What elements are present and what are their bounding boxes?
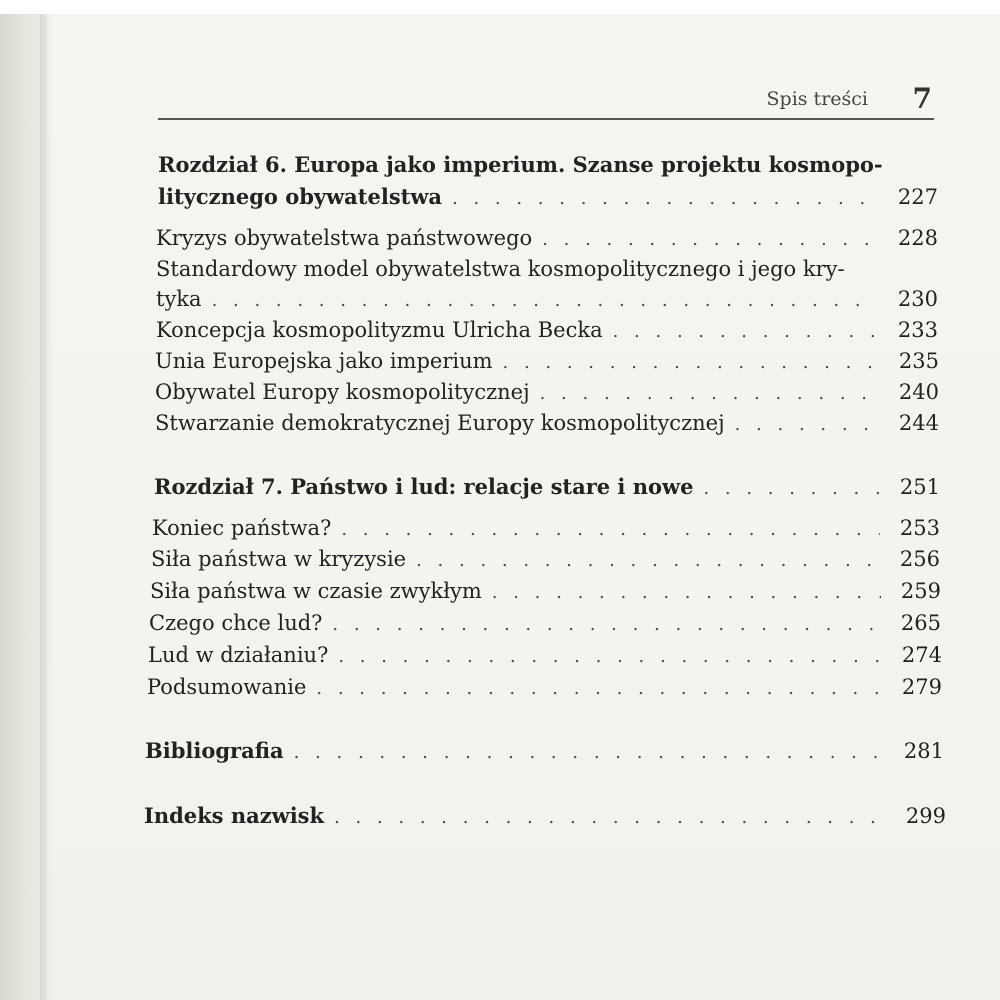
- toc-entry-title: Podsumowanie: [147, 675, 307, 699]
- toc-entry-title: Kryzys obywatelstwa państwowego: [156, 226, 533, 250]
- toc-entry[interactable]: [155, 349, 939, 379]
- dot-leader: [341, 519, 880, 540]
- toc-entry[interactable]: [152, 516, 940, 546]
- toc-page-number: 244: [898, 411, 939, 435]
- toc-entry[interactable]: [155, 380, 939, 410]
- toc-entry-title: Siła państwa w czasie zwykłym: [150, 579, 482, 603]
- toc-page-number: 274: [901, 643, 942, 667]
- header-rule: [158, 118, 934, 120]
- toc-entry-title: Lud w działaniu?: [148, 643, 329, 667]
- toc-entry-index[interactable]: [144, 803, 946, 833]
- toc-entry[interactable]: [155, 411, 939, 441]
- bibliography-title: Bibliografia: [145, 738, 284, 763]
- toc-entry-title-line-1: [156, 257, 938, 287]
- toc-entry-title-second-line: tyka: [156, 287, 202, 311]
- dot-leader: [416, 550, 880, 571]
- toc-entry[interactable]: [156, 287, 938, 317]
- toc-entry-title-first-line: Standardowy model obywatelstwa kosmopolitycznego i jego kry-: [156, 257, 845, 281]
- toc-entry[interactable]: [156, 318, 938, 348]
- toc-page-number: 227: [897, 185, 938, 209]
- page-number: 7: [912, 82, 932, 115]
- dot-leader: [542, 229, 878, 250]
- top-edge: [0, 0, 1000, 14]
- chapter-7-title: Rozdział 7. Państwo i lud: relacje stare i nowe: [154, 474, 694, 499]
- running-title: Spis treści: [766, 88, 868, 110]
- index-title: Indeks nazwisk: [144, 803, 325, 828]
- dot-leader: [332, 614, 881, 635]
- dot-leader: [338, 646, 882, 667]
- toc-entry-title: Koncepcja kosmopolityzmu Ulricha Becka: [156, 318, 603, 342]
- dot-leader: [503, 352, 879, 373]
- running-header: [0, 82, 1000, 122]
- toc-entry-title: Czego chce lud?: [149, 611, 323, 635]
- toc-entry-title: Siła państwa w kryzysie: [151, 547, 407, 571]
- toc-entry-title: Koniec państwa?: [152, 516, 332, 540]
- toc-page-number: 279: [901, 675, 942, 699]
- dot-leader: [212, 290, 878, 311]
- toc-page-number: 228: [897, 226, 938, 250]
- dot-leader: [735, 414, 879, 435]
- toc-entry-chapter-7[interactable]: [154, 474, 940, 504]
- toc-entry-title: Stwarzanie demokratycznej Europy kosmopolitycznej: [155, 411, 725, 435]
- toc-entry[interactable]: [150, 579, 941, 609]
- toc-entry[interactable]: [147, 675, 942, 705]
- toc-page-number: 299: [905, 804, 946, 828]
- dot-leader: [613, 321, 878, 342]
- dot-leader: [294, 742, 884, 763]
- dot-leader: [334, 807, 886, 828]
- toc-page-number: 240: [898, 380, 939, 404]
- toc-entry-bibliography[interactable]: [145, 738, 944, 768]
- toc-page-number: 259: [900, 579, 941, 603]
- toc-page-number: 256: [899, 547, 940, 571]
- chapter-6-title-line-1: [158, 152, 938, 182]
- toc-page-number: 281: [903, 739, 944, 763]
- toc-page-number: 253: [899, 516, 940, 540]
- toc-page-number: 235: [898, 349, 939, 373]
- toc-page-number: 230: [897, 287, 938, 311]
- toc-page-number: 251: [899, 475, 940, 499]
- toc-entry-title: Unia Europejska jako imperium: [155, 349, 493, 373]
- dot-leader: [703, 478, 880, 499]
- dot-leader: [492, 582, 881, 603]
- toc-entry[interactable]: [148, 643, 942, 673]
- dot-leader: [452, 188, 878, 209]
- chapter-6-title-first-line: Rozdział 6. Europa jako imperium. Szanse projektu kosmopo-: [158, 152, 883, 177]
- toc-page-number: 265: [900, 611, 941, 635]
- toc-page-number: 233: [897, 318, 938, 342]
- chapter-6-title-second-line: litycznego obywatelstwa: [158, 184, 443, 209]
- toc-entry-title: Obywatel Europy kosmopolitycznej: [155, 380, 530, 404]
- toc-entry[interactable]: [151, 547, 940, 577]
- dot-leader: [316, 678, 882, 699]
- dot-leader: [540, 383, 879, 404]
- toc-entry[interactable]: [149, 611, 941, 641]
- toc-entry[interactable]: [156, 226, 938, 256]
- toc-entry-chapter-6[interactable]: [158, 184, 938, 214]
